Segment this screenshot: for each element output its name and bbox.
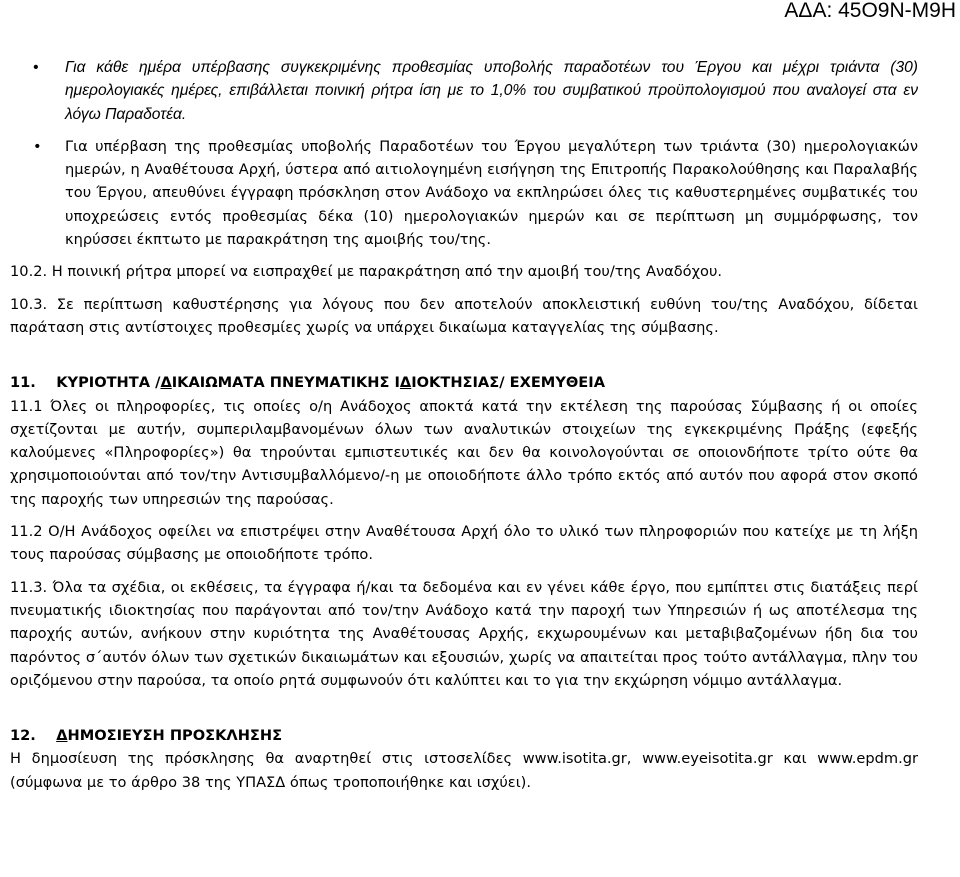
heading-part: ΙΚΑΙΩΜΑΤΑ ΠΝΕΥΜΑΤΙΚΗΣ Ι xyxy=(171,374,400,392)
paragraph-10-2: 10.2. Η ποινική ρήτρα μπορεί να εισπραχθεί με παρακράτηση από την αμοιβή του/της Αναδόχου. xyxy=(10,263,723,281)
document-body xyxy=(10,56,918,794)
list-item xyxy=(10,56,918,126)
bullet-text: Για υπέρβαση της προθεσμίας υποβολής Παραδοτέων του Έργου μεγαλύτερη των τριάντα (30) ημερολογιακών ημερών, η Αναθέτουσα Αρχή, ύστερα από αιτιολογημένη εισήγηση της Επιτροπής Παρακολούθησης και Παραλαβής του Έργου, απευθύνει έγγραφη πρόσκληση στον Ανάδοχο να εκπληρώσει όλες τις καθυστερημένες συμβατικές του υποχρεώσεις εντός προθεσμίας δέκα (10) ημερολογιακών ημερών και σε περίπτωση μη συμμόρφωσης, τον κηρύσσει έκπτωτο με παρακράτηση της αμοιβής του/της. xyxy=(65,137,918,249)
heading-part: ΚΥΡΙΟΤΗΤΑ / xyxy=(56,374,161,392)
heading-part: ΗΜΟΣΙΕΥΣΗ ΠΡΟΣΚΛΗΣΗΣ xyxy=(67,727,283,745)
heading-part: Δ xyxy=(160,374,172,392)
heading-part: Δ xyxy=(399,374,412,392)
paragraph-11-2: 11.2 Ο/Η Ανάδοχος οφείλει να επιστρέψει στην Αναθέτουσα Αρχή όλο το υλικό των πληροφοριών που κατείχε με τη λήξη τους παρούσας σύμβασης με οποιοδήποτε τρόπο. xyxy=(10,523,918,564)
heading-part: Δ xyxy=(56,727,68,745)
paragraph-12: Η δημοσίευση της πρόσκλησης θα αναρτηθεί στις ιστοσελίδες www.isotita.gr, www.eyeisotita.gr και www.epdm.gr (σύμφωνα με το άρθρο 38 της ΥΠΑΣΔ όπως τροποποιήθηκε και ισχύει). xyxy=(10,750,918,791)
paragraph-11-3: 11.3. Όλα τα σχέδια, οι εκθέσεις, τα έγγραφα ή/και τα δεδομένα και εν γένει κάθε έργο, που εμπίπτει στις διατάξεις περί πνευματικής ιδιοκτησίας που παράγονται από τον/την Ανάδοχο κατά την παροχή των Υπηρεσιών ή ως αποτέλεσμα της παροχής αυτών, ανήκουν στην κυριότητα της Αναθέτουσας Αρχής, εκχωρουμένων και μεταβιβαζομένων ήδη δια του παρόντος σ΄αυτόν όλων των σχετικών δικαιωμάτων και εξουσιών, χωρίς να απαιτείται προς τούτο αντάλλαγμα, πλην του οριζόμενου στην παρούσα, τα οποίο ρητά συμφωνούν ότι καλύπτει και το για την εκχώρηση νόμιμο αντάλλαγμα. xyxy=(10,578,918,689)
paragraph-10-3: 10.3. Σε περίπτωση καθυστέρησης για λόγους που δεν αποτελούν αποκλειστική ευθύνη του/της Αναδόχου, δίδεται παράταση στις αντίστοιχες προθεσμίες χωρίς να υπάρχει δικαίωμα καταγγελίας της σύμβασης. xyxy=(10,295,918,336)
section-11-heading xyxy=(10,371,918,394)
document-code: ΑΔΑ: 45Ο9Ν-Μ9Η xyxy=(784,0,956,22)
section-number: 12. xyxy=(10,727,36,745)
section-12-heading xyxy=(10,724,918,747)
bullet-text: Για κάθε ημέρα υπέρβασης συγκεκριμένης προθεσμίας υποβολής παραδοτέων του Έργου και μέχρι τριάντα (30) ημερολογιακές ημέρες, επιβάλλεται ποινική ρήτρα ίση με το 1,0% του συμβατικού προϋπολογισμού που αναλογεί στα εν λόγω Παραδοτέα. xyxy=(65,59,918,123)
heading-part: ΙΟΚΤΗΣΙΑΣ/ ΕΧΕΜΥΘΕΙΑ xyxy=(411,374,605,392)
bullet-icon: • xyxy=(33,59,39,76)
paragraph-11-1: 11.1 Όλες οι πληροφορίες, τις οποίες ο/η Ανάδοχος αποκτά κατά την εκτέλεση της παρούσας Σύμβασης ή οι οποίες σχετίζονται με αυτήν, συμπεριλαμβανομένων όλων των αναλυτικών στοιχείων της εγκεκριμένης Πράξης (εφεξής καλούμενες «Πληροφορίες») θα τηρούνται εμπιστευτικές και δεν θα κοινολογούνται σε οποιονδήποτε τρίτο ούτε θα χρησιμοποιούνται από τον/την Αντισυμβαλλόμενο/-η με οποιοδήποτε άλλο τρόπο εκτός από αυτόν που αφορά στον σκοπό της παροχής των υπηρεσιών της παρούσας. xyxy=(10,397,918,508)
bullet-icon: • xyxy=(33,137,42,155)
list-item xyxy=(10,135,918,251)
section-number: 11. xyxy=(10,374,36,392)
